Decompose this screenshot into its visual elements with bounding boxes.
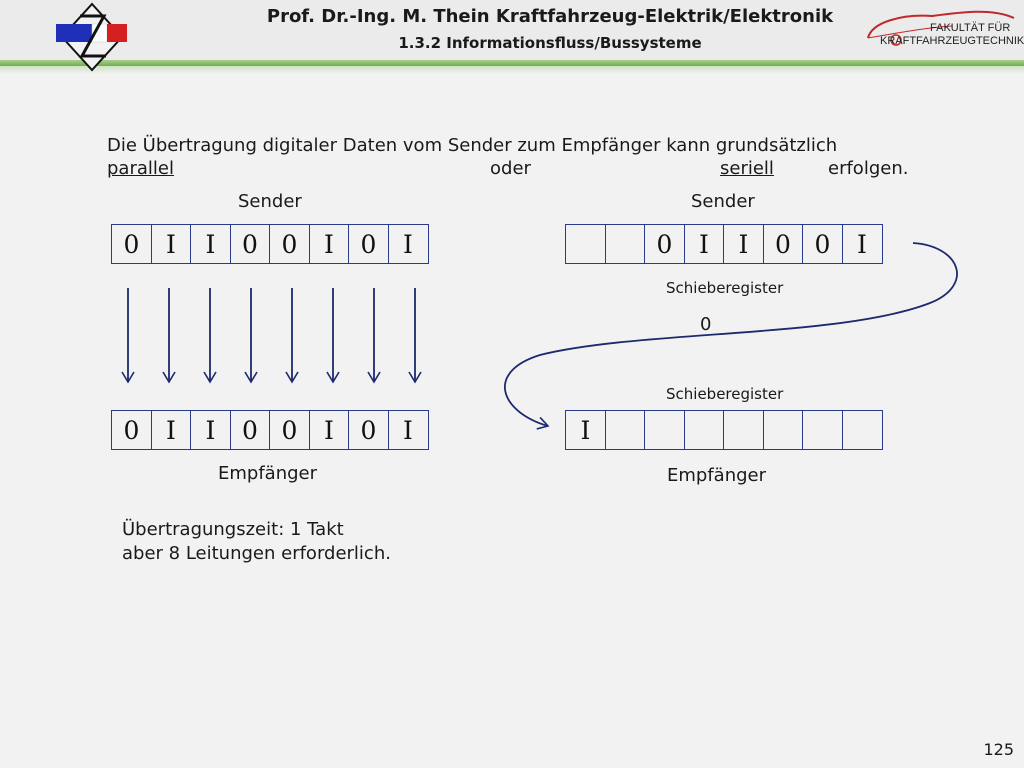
register-cell: I: [565, 410, 606, 450]
word-oder: oder: [490, 158, 531, 179]
register-cell: 0: [230, 224, 271, 264]
register-cell: I: [151, 410, 192, 450]
register-cell: 0: [763, 224, 804, 264]
serial-sender-label: Sender: [691, 191, 755, 212]
register-cell: 0: [111, 410, 152, 450]
register-cell: I: [388, 410, 429, 450]
parallel-receiver-label: Empfänger: [218, 463, 318, 484]
sender-register-label: Schieberegister: [666, 279, 784, 297]
register-cell: 0: [802, 224, 843, 264]
register-cell: I: [723, 224, 764, 264]
serial-receiver-label: Empfänger: [667, 465, 767, 486]
header-subtitle: 1.3.2 Informationsfluss/Bussysteme: [398, 34, 702, 52]
note-line2: aber 8 Leitungen erforderlich.: [122, 543, 391, 564]
register-cell: I: [190, 410, 231, 450]
receiver-register-label: Schieberegister: [666, 385, 784, 403]
register-cell: I: [842, 224, 883, 264]
parallel-sender-label: Sender: [238, 191, 302, 212]
word-parallel: parallel: [107, 158, 174, 179]
register-cell: 0: [348, 410, 389, 450]
register-cell: I: [388, 224, 429, 264]
register-cell: 0: [269, 224, 310, 264]
register-cell: 0: [644, 224, 685, 264]
register-cell: I: [190, 224, 231, 264]
register-cell: I: [309, 224, 350, 264]
register-cell: 0: [111, 224, 152, 264]
page-number: 125: [983, 740, 1014, 759]
intro-sentence: Die Übertragung digitaler Daten vom Sender zum Empfänger kann grundsätzlich: [107, 135, 838, 156]
word-erfolgen: erfolgen.: [828, 158, 909, 179]
faculty-logo-line2: KRAFTFAHRZEUGTECHNIK: [880, 35, 1024, 47]
register-cell: I: [684, 224, 725, 264]
register-cell: 0: [269, 410, 310, 450]
register-cell: I: [151, 224, 192, 264]
note-line1: Übertragungszeit: 1 Takt: [122, 519, 344, 540]
register-cell: 0: [348, 224, 389, 264]
faculty-logo-line1: FAKULTÄT FÜR: [930, 22, 1011, 34]
transit-bit: 0: [700, 314, 712, 335]
serial-transfer-arrow: [505, 243, 957, 426]
register-cell: I: [309, 410, 350, 450]
word-seriell: seriell: [720, 158, 774, 179]
register-cell: 0: [230, 410, 271, 450]
header-title: Prof. Dr.-Ing. M. Thein Kraftfahrzeug-Elektrik/Elektronik: [266, 6, 834, 27]
